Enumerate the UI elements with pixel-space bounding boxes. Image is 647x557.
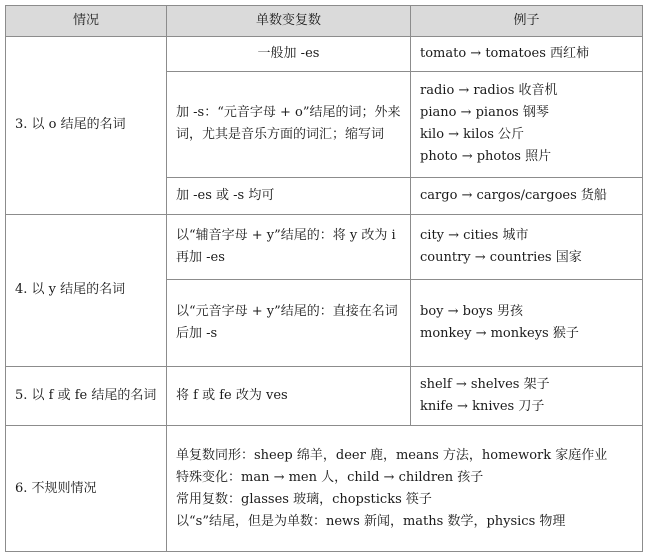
example-cell <box>411 214 643 279</box>
example-cell <box>411 178 643 215</box>
example-item: cargo → cargos/cargoes 货船 <box>420 187 607 203</box>
situation-cell-f <box>6 367 167 426</box>
irregular-line: 单复数同形：sheep 绵羊，deer 鹿，means 方法，homework 家庭作业 <box>176 447 608 463</box>
table-row <box>6 367 643 426</box>
rule-text: 加 -s：“元音字母 + o”结尾的词；外来词，尤其是音乐方面的词汇；缩写词 <box>176 105 401 143</box>
plural-rules-table <box>5 5 643 552</box>
rule-cell <box>167 71 411 178</box>
example-cell <box>411 367 643 426</box>
example-item: kilo → kilos 公斤 <box>420 127 525 143</box>
rule-cell <box>167 214 411 279</box>
example-cell <box>411 279 643 366</box>
table-row <box>6 214 643 279</box>
header-situation: 情况 <box>6 6 167 37</box>
situation-cell-o: 3. 以 o 结尾的名词 <box>6 37 167 215</box>
irregular-line: 以“s”结尾，但是为单数：news 新闻，maths 数学，physics 物理 <box>176 513 566 529</box>
example-item: radio → radios 收音机 <box>420 83 558 99</box>
example-cell <box>411 37 643 72</box>
irregular-line: 常用复数：glasses 玻璃，chopsticks 筷子 <box>176 491 432 507</box>
rule-cell: 加 -es 或 -s 均可 <box>167 178 411 215</box>
rule-text: 以“辅音字母 + y”结尾的：将 y 改为 i 再加 -es <box>176 227 396 265</box>
table-header-row <box>6 6 643 37</box>
example-item: knife → knives 刀子 <box>420 399 545 415</box>
example-item: country → countries 国家 <box>420 249 582 265</box>
header-example: 例子 <box>411 6 643 37</box>
example-item: monkey → monkeys 猴子 <box>420 325 579 341</box>
example-item: boy → boys 男孩 <box>420 303 523 319</box>
rule-cell: 一般加 -es <box>167 37 411 72</box>
example-item: piano → pianos 钢琴 <box>420 105 549 121</box>
example-cell <box>411 71 643 178</box>
example-item: tomato → tomatoes 西红柿 <box>420 45 590 61</box>
rule-text: 以“元音字母 + y”结尾的：直接在名词后加 -s <box>176 303 398 341</box>
example-item: city → cities 城市 <box>420 227 529 243</box>
situation-cell-y: 4. 以 y 结尾的名词 <box>6 214 167 366</box>
situation-text: 5. 以 f 或 fe 结尾的名词 <box>15 388 157 404</box>
irregular-line: 特殊变化：man → men 人，child → children 孩子 <box>176 469 484 485</box>
irregular-rules-cell <box>167 426 643 552</box>
table-row <box>6 37 643 72</box>
header-rule: 单数变复数 <box>167 6 411 37</box>
example-item: shelf → shelves 架子 <box>420 377 550 393</box>
rule-cell: 将 f 或 fe 改为 ves <box>167 367 411 426</box>
example-item: photo → photos 照片 <box>420 149 552 165</box>
situation-cell-irregular: 6. 不规则情况 <box>6 426 167 552</box>
table-row <box>6 426 643 552</box>
rule-cell <box>167 279 411 366</box>
